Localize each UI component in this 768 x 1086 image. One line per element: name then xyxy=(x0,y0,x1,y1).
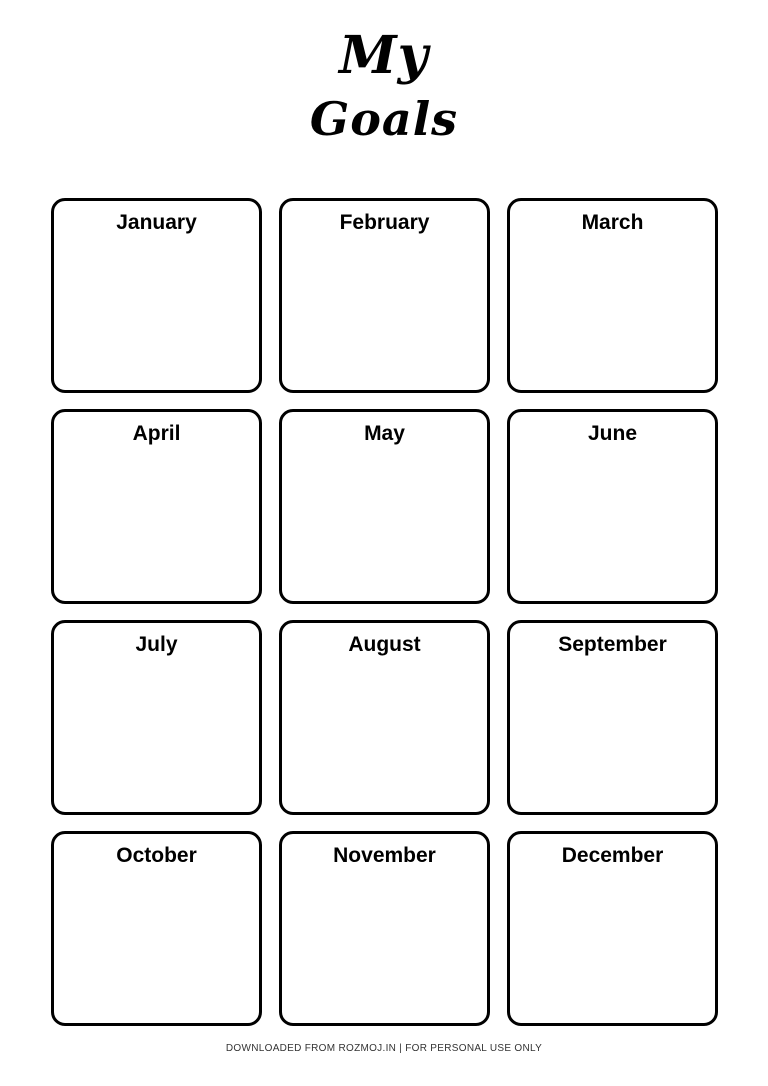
month-box-december[interactable] xyxy=(507,831,718,1026)
month-label: April xyxy=(132,422,181,445)
month-box-july[interactable] xyxy=(51,620,262,815)
month-label: August xyxy=(348,633,421,656)
page-title xyxy=(0,25,768,146)
month-box-february[interactable] xyxy=(279,198,490,393)
month-label: September xyxy=(558,633,667,656)
month-label: May xyxy=(364,422,405,445)
month-label: December xyxy=(561,844,664,867)
title-line-my: My xyxy=(339,25,429,86)
month-label: July xyxy=(135,633,178,656)
month-box-august[interactable] xyxy=(279,620,490,815)
month-box-march[interactable] xyxy=(507,198,718,393)
month-label: March xyxy=(581,211,644,234)
month-box-april[interactable] xyxy=(51,409,262,604)
title-line-goals: Goals xyxy=(309,92,459,146)
month-box-november[interactable] xyxy=(279,831,490,1026)
footer-note: DOWNLOADED FROM ROZMOJ.IN | FOR PERSONAL USE ONLY xyxy=(225,1043,543,1054)
month-box-october[interactable] xyxy=(51,831,262,1026)
month-label: November xyxy=(333,844,436,867)
month-box-january[interactable] xyxy=(51,198,262,393)
month-box-september[interactable] xyxy=(507,620,718,815)
month-grid xyxy=(51,198,717,1026)
month-label: February xyxy=(339,211,430,234)
month-label: October xyxy=(116,844,197,867)
month-label: June xyxy=(587,422,637,445)
month-label: January xyxy=(116,211,197,234)
month-box-june[interactable] xyxy=(507,409,718,604)
month-box-may[interactable] xyxy=(279,409,490,604)
